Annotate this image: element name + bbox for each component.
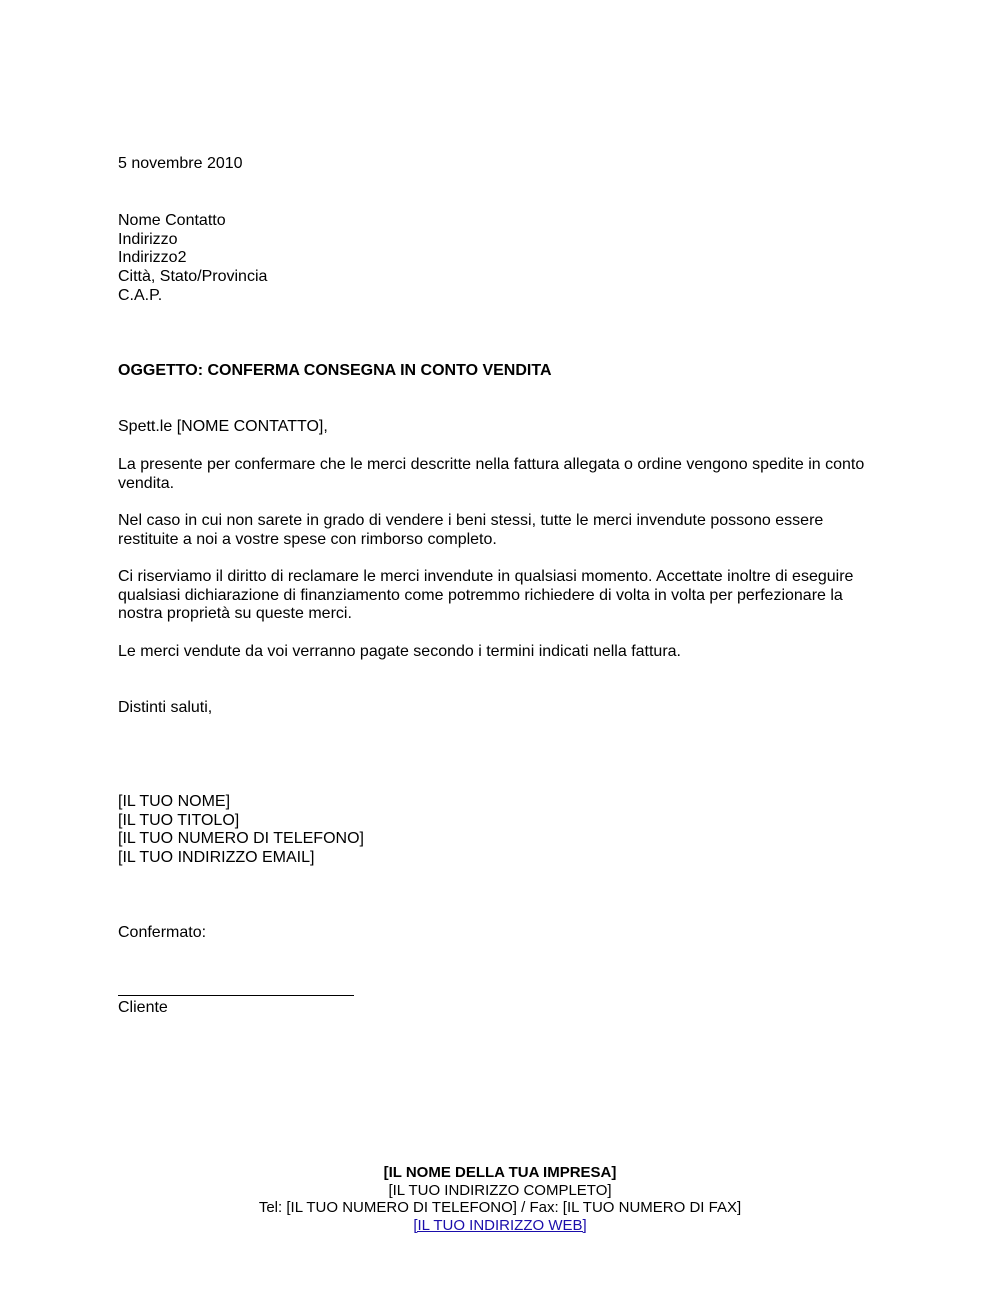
sender-block [118, 793, 888, 868]
recipient-address1: Indirizzo [118, 230, 178, 248]
sender-phone: [IL TUO NUMERO DI TELEFONO] [118, 830, 364, 848]
body-paragraph-4: Le merci vendute da voi verranno pagate secondo i termini indicati nella fattura. [118, 643, 681, 660]
body-paragraph-2: Nel caso in cui non sarete in grado di vendere i beni stessi, tutte le merci invendute possono essere restituite a noi a vostre spese con rimborso completo. [118, 512, 824, 548]
body-paragraph-3: Ci riserviamo il diritto di reclamare le merci invendute in qualsiasi momento. Accettate inoltre di eseguire qualsiasi dichiarazione di finanziamento come potremmo richiedere di volta in volta per perfezionare la nostra proprietà su queste merci. [118, 568, 854, 623]
sender-name: [IL TUO NOME] [118, 793, 231, 810]
sender-email: [IL TUO INDIRIZZO EMAIL] [118, 849, 315, 867]
footer-company-name: [IL NOME DELLA TUA IMPRESA] [383, 1164, 617, 1181]
body-paragraph-1: La presente per confermare che le merci descritte nella fattura allegata o ordine vengono spedite in conto vendita. [118, 456, 865, 492]
recipient-zip: C.A.P. [118, 286, 163, 304]
recipient-city-state: Città, Stato/Provincia [118, 268, 268, 286]
footer-address: [IL TUO INDIRIZZO COMPLETO] [388, 1181, 612, 1199]
footer-contact: Tel: [IL TUO NUMERO DI TELEFONO] / Fax: [IL TUO NUMERO DI FAX] [258, 1199, 742, 1216]
confirmation-label: Confermato: [118, 924, 207, 941]
recipient-address [118, 212, 888, 306]
sender-title: [IL TUO TITOLO] [118, 811, 240, 829]
signature-line [118, 995, 354, 996]
footer-web-link[interactable]: [IL TUO INDIRIZZO WEB] [413, 1216, 587, 1234]
letter-date: 5 novembre 2010 [118, 155, 243, 172]
recipient-name: Nome Contatto [118, 212, 226, 229]
letter-closing: Distinti saluti, [118, 699, 213, 716]
letter-subject: OGGETTO: CONFERMA CONSEGNA IN CONTO VENDITA [118, 362, 552, 379]
signature-label: Cliente [118, 999, 168, 1016]
letter-salutation: Spett.le [NOME CONTATTO], [118, 418, 328, 435]
recipient-address2: Indirizzo2 [118, 249, 187, 267]
company-footer [0, 1164, 1000, 1234]
